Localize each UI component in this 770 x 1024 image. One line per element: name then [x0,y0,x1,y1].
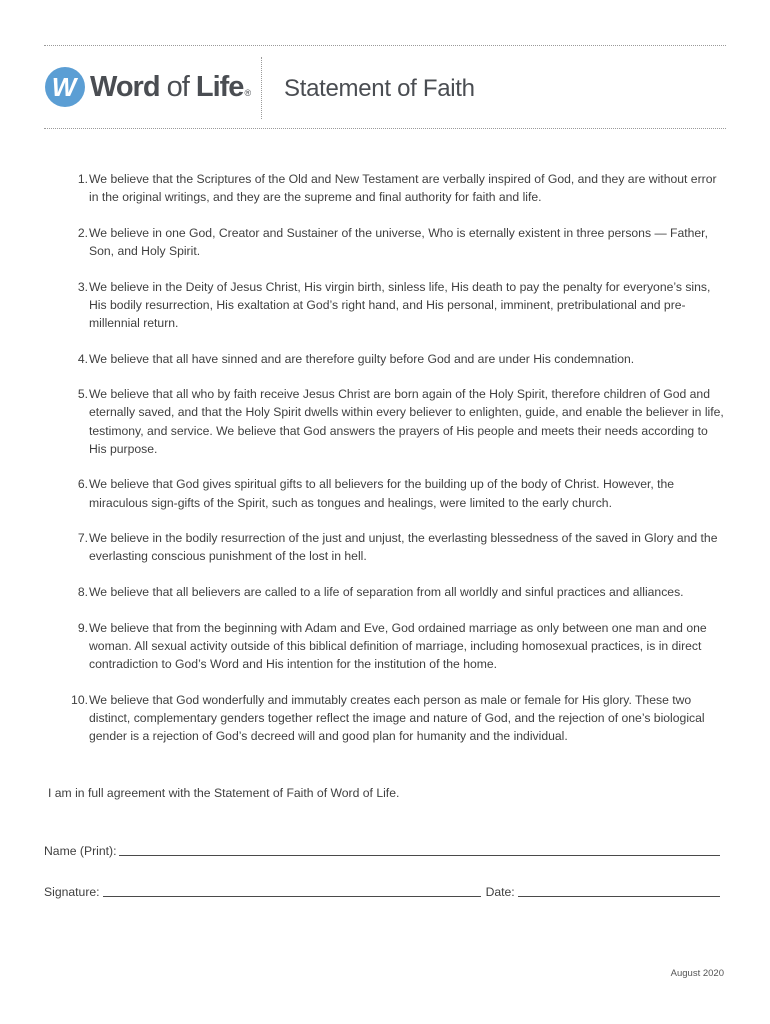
statement-item [60,385,724,458]
statement-text: We believe that God wonderfully and immutably creates each person as male or female for His glory. These two distinct, complementary genders together reflect the image and nature of God, and the rejection of one’s biological gender is a rejection of God’s decreed will and good plan for humanity and the individual. [89,692,705,743]
statement-list [60,170,724,763]
name-field-row [44,843,720,858]
logo-word: Word [90,70,160,103]
name-label: Name (Print): [44,844,117,858]
header-separator [261,57,262,119]
signature-input-line[interactable] [103,884,481,897]
logo-of: of [166,70,189,103]
statement-item [60,691,724,746]
footer-date: August 2020 [670,968,724,979]
statement-number: 8. [77,584,88,599]
statement-number: 3. [77,279,88,294]
page-title: Statement of Faith [284,75,475,102]
date-input-line[interactable] [518,884,720,897]
statement-number: 7. [77,531,88,546]
statement-text: We believe that the Scriptures of the Old and New Testament are verbally inspired of God, and they are without error in the original writings, and they are the supreme and final authority for faith and life. [89,172,717,205]
statement-text: We believe in the bodily resurrection of the just and unjust, the everlasting blessedness of the saved in Glory and the everlasting conscious punishment of the lost in hell. [89,531,718,564]
statement-number: 10. [71,692,88,707]
word-of-life-logo-icon [44,66,86,108]
header-bottom-divider [44,128,726,129]
date-label: Date: [485,885,515,899]
agreement-text: I am in full agreement with the Statement of Faith of Word of Life. [48,786,400,800]
registered-mark: ® [244,87,252,98]
signature-field-row [44,884,720,899]
name-input-line[interactable] [119,843,720,856]
logo-life: Life [195,70,244,103]
statement-number: 4. [77,351,88,366]
statement-text: We believe that all believers are called to a life of separation from all worldly and sinful practices and alliances. [89,584,684,599]
statement-item [60,170,724,206]
statement-text: We believe in one God, Creator and Sustainer of the universe, Who is eternally existent in three persons — Father, Son, and Holy Spirit. [89,225,708,258]
statement-item [60,583,724,601]
signature-label: Signature: [44,885,100,899]
word-of-life-logo [44,65,251,109]
statement-text: We believe that all have sinned and are therefore guilty before God and are under His condemnation. [89,351,635,366]
statement-number: 5. [77,387,88,402]
statement-number: 2. [77,225,88,240]
statement-number: 1. [77,172,88,186]
statement-text: We believe in the Deity of Jesus Christ, His virgin birth, sinless life, His death to pay the penalty for everyone’s sins, His bodily resurrection, His exaltation at God’s right hand, and His personal, imminent, pretribulational and pre-millennial return. [89,279,711,330]
statement-text: We believe that all who by faith receive Jesus Christ are born again of the Holy Spirit, therefore children of God and eternally saved, and that the Holy Spirit dwells within every believer to enlighten, guide, and enable the believer in life, testimony, and service. We believe that God answers the prayers of His people and meets their needs according to His purpose. [89,387,724,456]
svg-text:W: W [51,72,77,102]
document-header [44,46,726,128]
statement-number: 9. [77,620,88,635]
statement-item [60,475,724,511]
statement-item [60,529,724,565]
logo-wordmark [90,70,252,103]
statement-text: We believe that God gives spiritual gifts to all believers for the building up of the body of Christ. However, the miraculous sign-gifts of the Spirit, such as tongues and healings, were limited to the early church. [89,477,675,510]
statement-item [60,278,724,333]
statement-item [60,224,724,260]
statement-text: We believe that from the beginning with Adam and Eve, God ordained marriage as only between one man and one woman. All sexual activity outside of this biblical definition of marriage, including homosexual practices, is in direct contradiction to God’s Word and His intention for the institution of the home. [89,620,707,671]
statement-item [60,619,724,674]
statement-number: 6. [77,477,88,492]
statement-item [60,350,724,368]
